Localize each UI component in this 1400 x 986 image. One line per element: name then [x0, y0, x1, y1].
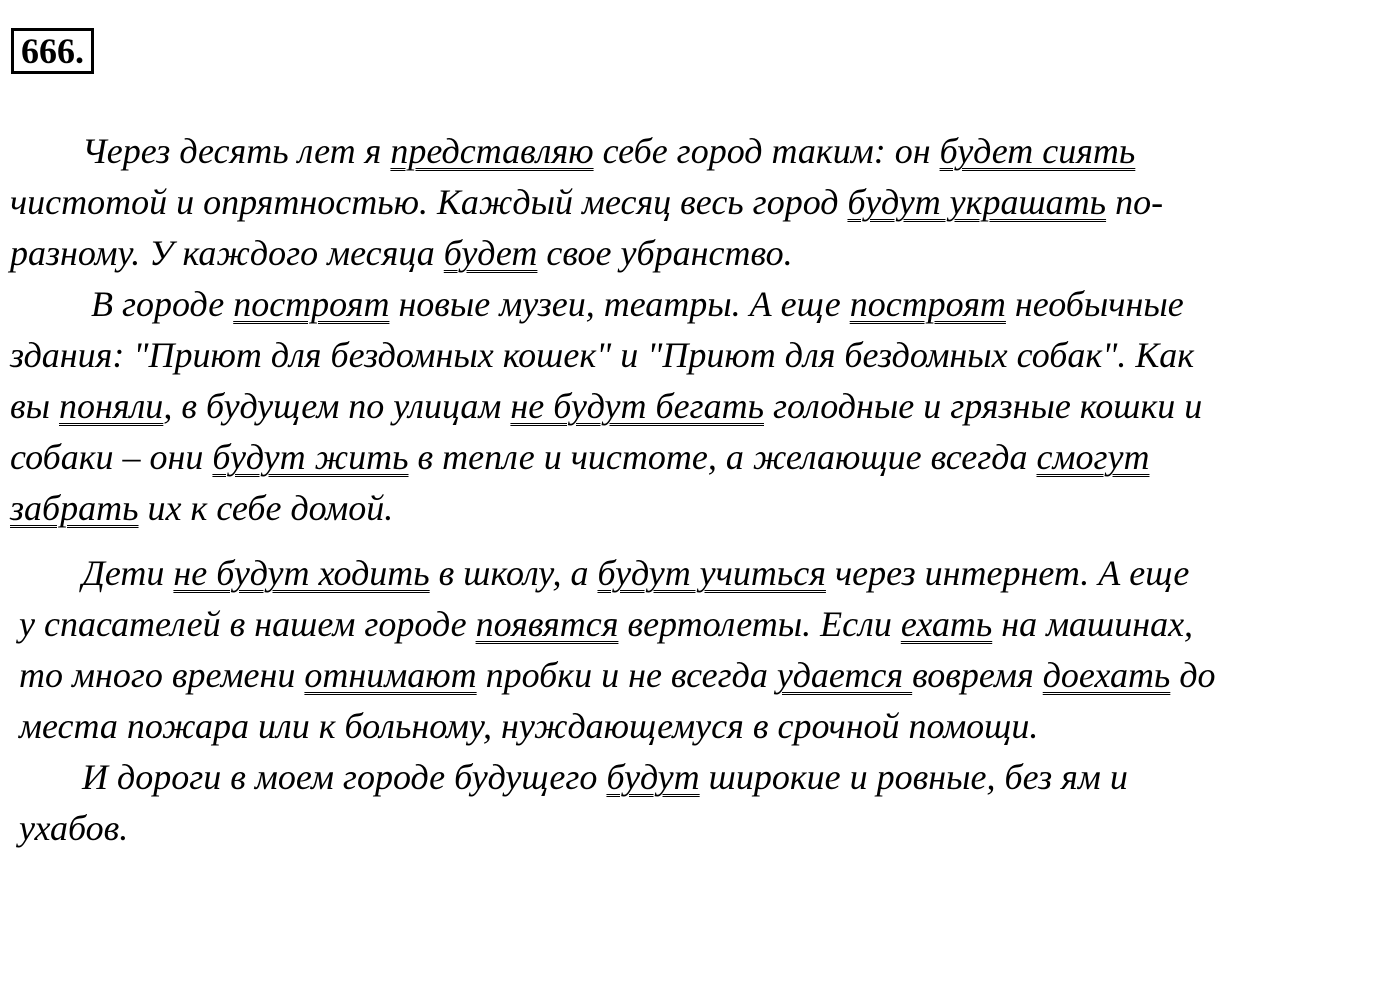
text-segment: вы	[10, 386, 60, 426]
text-line	[10, 432, 1202, 483]
text-segment: широкие и ровные, без ям и	[699, 757, 1128, 797]
text-segment: необычные	[1005, 284, 1184, 324]
text-segment: то много времени	[19, 655, 305, 695]
underlined-verb: забрать	[10, 488, 139, 528]
underlined-verb: будут учиться	[597, 553, 826, 593]
text-line	[10, 483, 1202, 534]
underlined-verb: доехать	[1042, 655, 1171, 695]
underlined-verb: будут украшать	[847, 182, 1107, 222]
text-segment: вовремя	[912, 655, 1043, 695]
underlined-verb: поняли	[59, 386, 164, 426]
text-segment: здания: "Приют для бездомных кошек" и "Приют для бездомных собак". Как	[10, 335, 1195, 375]
text-segment: собаки – они	[10, 437, 213, 477]
underlined-verb: будут	[606, 757, 700, 797]
exercise-number: 666.	[11, 28, 94, 74]
underlined-verb: отнимают	[304, 655, 477, 695]
underlined-verb: ехать	[900, 604, 993, 644]
underlined-verb: будут жить	[212, 437, 409, 477]
text-line	[19, 752, 1216, 803]
text-segment: в тепле и чистоте, а желающие всегда	[408, 437, 1037, 477]
text-segment: Через десять лет я	[10, 131, 391, 171]
underlined-verb: будет сиять	[939, 131, 1136, 171]
paragraph-3	[19, 548, 1216, 854]
underlined-verb: не будут ходить	[173, 553, 430, 593]
text-segment: себе город таким: он	[593, 131, 940, 171]
text-line	[10, 330, 1202, 381]
paragraph-1	[10, 126, 1163, 279]
text-line	[10, 381, 1202, 432]
text-line	[10, 177, 1163, 228]
paragraph-2	[10, 279, 1202, 534]
text-segment: И дороги в моем городе будущего	[19, 757, 607, 797]
text-segment: свое убранство.	[537, 233, 793, 273]
text-segment: вертолеты. Если	[618, 604, 901, 644]
text-line	[19, 548, 1216, 599]
text-segment: по-	[1106, 182, 1164, 222]
text-segment: на машинах,	[992, 604, 1194, 644]
underlined-verb: будет	[443, 233, 538, 273]
text-line	[10, 279, 1202, 330]
text-line	[19, 650, 1216, 701]
text-segment: их к себе домой.	[138, 488, 394, 528]
text-line	[10, 228, 1163, 279]
underlined-verb: представляю	[390, 131, 594, 171]
text-segment: разному. У каждого месяца	[10, 233, 444, 273]
text-line	[19, 803, 1216, 854]
text-line	[10, 126, 1163, 177]
text-segment: у спасателей в нашем городе	[19, 604, 476, 644]
text-segment: голодные и грязные кошки и	[764, 386, 1203, 426]
text-segment: через интернет. А еще	[825, 553, 1190, 593]
underlined-verb: удается	[776, 655, 913, 695]
underlined-verb: появятся	[475, 604, 619, 644]
underlined-verb: построят	[233, 284, 390, 324]
text-segment: до	[1170, 655, 1216, 695]
text-segment: ухабов.	[19, 808, 129, 848]
text-segment: , в будущем по улицам	[163, 386, 511, 426]
text-line	[19, 701, 1216, 752]
text-segment: места пожара или к больному, нуждающемуся в срочной помощи.	[19, 706, 1039, 746]
underlined-verb: не будут бегать	[510, 386, 764, 426]
text-line	[19, 599, 1216, 650]
text-segment: Дети	[19, 553, 174, 593]
text-segment: В городе	[10, 284, 234, 324]
underlined-verb: построят	[849, 284, 1006, 324]
text-segment: чистотой и опрятностью. Каждый месяц весь город	[10, 182, 848, 222]
underlined-verb: смогут	[1036, 437, 1150, 477]
text-segment: в школу, а	[429, 553, 598, 593]
text-segment: новые музеи, театры. А еще	[389, 284, 850, 324]
text-segment: пробки и не всегда	[476, 655, 777, 695]
